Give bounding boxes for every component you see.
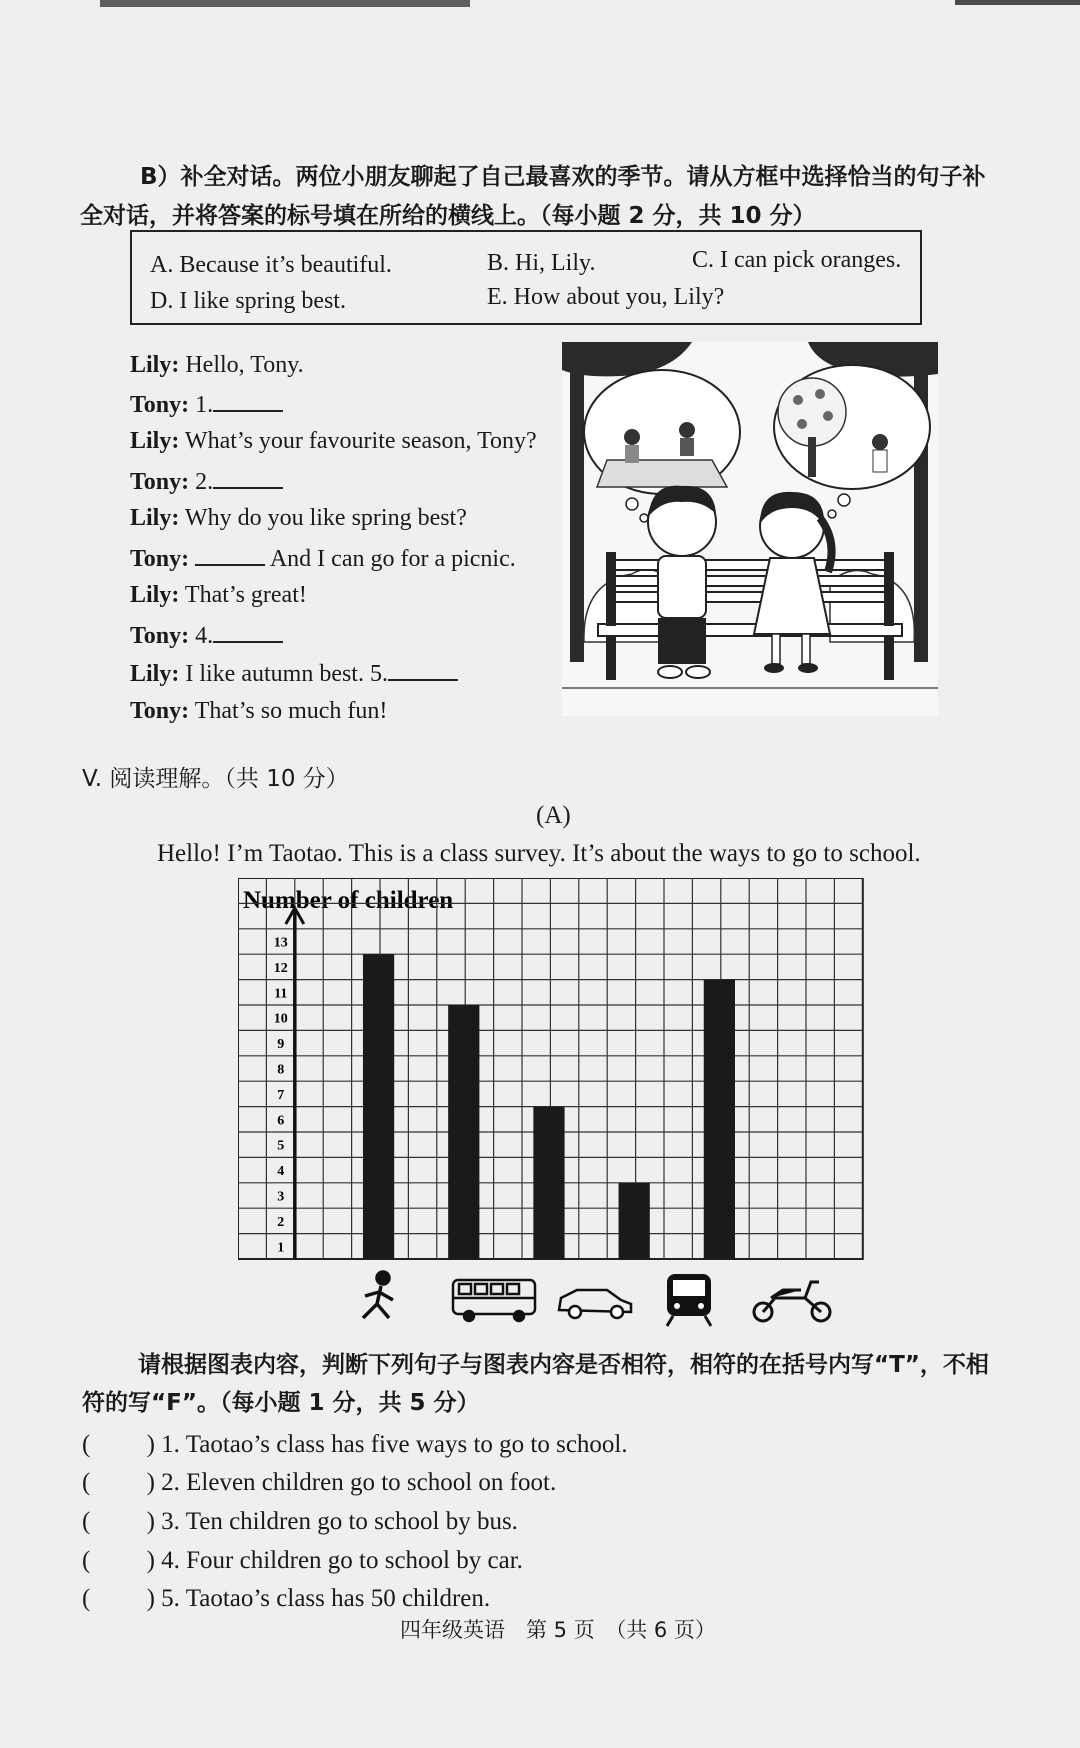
y-tick-label: 5 <box>277 1138 285 1154</box>
y-tick-label: 4 <box>277 1164 285 1180</box>
chart-title: Number of children <box>243 887 454 914</box>
bar-subway <box>619 1183 650 1259</box>
speaker: Lily: <box>130 352 180 378</box>
survey-bar-chart <box>238 878 864 1268</box>
speaker: Tony: <box>130 546 190 572</box>
dialogue-line <box>130 621 283 650</box>
y-tick-label: 9 <box>277 1037 285 1053</box>
statement-5: ( ) 5. Taotao’s class has 50 children. <box>82 1585 491 1612</box>
answer-blank-2[interactable] <box>213 467 283 489</box>
options-box <box>130 230 922 325</box>
option-c: C. I can pick oranges. <box>692 247 902 273</box>
walking-person-icon <box>363 1272 393 1318</box>
park-bench-illustration <box>562 342 938 716</box>
page-footer: 四年级英语 第 5 页 （共 6 页） <box>400 1618 716 1642</box>
utterance: What’s your favourite season, Tony? <box>184 428 537 454</box>
speaker: Tony: <box>130 623 190 649</box>
option-e: E. How about you, Lily? <box>487 284 725 310</box>
answer-blank-1[interactable] <box>213 390 283 412</box>
speaker: Lily: <box>130 505 180 531</box>
statement-3: ( ) 3. Ten children go to school by bus. <box>82 1508 518 1535</box>
y-tick-label: 7 <box>277 1087 285 1103</box>
option-b: B. Hi, Lily. <box>487 250 596 276</box>
utterance: That’s great! <box>184 582 307 608</box>
dialogue-line <box>130 698 387 725</box>
scan-shadow <box>100 0 470 7</box>
utterance: That’s so much fun! <box>194 698 388 724</box>
y-tick-label: 11 <box>274 986 288 1002</box>
y-tick-label: 12 <box>273 960 288 976</box>
dialogue-line <box>130 544 516 573</box>
judge-instruction-1: 请根据图表内容，判断下列句子与图表内容是否相符，相符的在括号内写“T”，不相 <box>138 1352 989 1378</box>
y-tick-label: 2 <box>277 1214 285 1230</box>
option-a: A. Because it’s beautiful. <box>150 252 392 278</box>
y-tick-label: 13 <box>273 935 288 951</box>
speaker: Tony: <box>130 392 190 418</box>
utterance: 2. <box>195 469 214 495</box>
bus-icon <box>453 1280 535 1321</box>
section-b-instruction-2: 全对话，并将答案的标号填在所给的横线上。（每小题 2 分，共 10 分） <box>80 203 816 229</box>
utterance: Why do you like spring best? <box>184 505 467 531</box>
y-axis-ticks <box>274 936 288 1256</box>
bar-car <box>533 1107 564 1259</box>
scan-top-edge <box>0 0 1080 14</box>
bar-bus <box>448 1005 479 1259</box>
scan-shadow <box>955 0 1080 5</box>
dialogue-line <box>130 659 458 688</box>
answer-blank-5[interactable] <box>388 659 458 681</box>
y-tick-label: 8 <box>277 1062 285 1078</box>
y-tick-label: 6 <box>277 1113 285 1129</box>
statement-1: ( ) 1. Taotao’s class has five ways to go to school. <box>82 1431 628 1458</box>
transport-icons-row <box>355 1268 875 1328</box>
bar-walk <box>363 954 394 1259</box>
car-icon <box>559 1290 631 1318</box>
speaker: Lily: <box>130 661 180 687</box>
dialogue-line <box>130 467 283 496</box>
dialogue-line <box>130 352 304 379</box>
utterance: 4. <box>195 623 214 649</box>
utterance: I like autumn best. 5. <box>185 661 388 687</box>
utterance: And I can go for a picnic. <box>269 546 516 572</box>
motorbike-icon <box>754 1282 830 1321</box>
boy-tony <box>648 486 716 678</box>
y-tick-label: 1 <box>277 1240 285 1256</box>
bar-motorbike <box>704 980 735 1259</box>
statement-4: ( ) 4. Four children go to school by car. <box>82 1547 523 1574</box>
statement-2: ( ) 2. Eleven children go to school on foot. <box>82 1469 557 1496</box>
answer-blank-3[interactable] <box>195 544 265 566</box>
section-v-heading: V. 阅读理解。（共 10 分） <box>82 766 349 792</box>
y-tick-label: 3 <box>277 1189 285 1205</box>
speaker: Tony: <box>130 469 190 495</box>
part-a-label: (A) <box>536 802 571 829</box>
subway-train-icon <box>667 1274 711 1326</box>
y-tick-label: 10 <box>273 1011 288 1027</box>
utterance: 1. <box>195 392 214 418</box>
survey-intro: Hello! I’m Taotao. This is a class survey. It’s about the ways to go to school. <box>157 840 921 867</box>
option-d: D. I like spring best. <box>150 288 346 314</box>
speaker: Lily: <box>130 582 180 608</box>
speaker: Tony: <box>130 698 190 724</box>
utterance: Hello, Tony. <box>185 352 304 378</box>
dialogue-line <box>130 428 537 455</box>
speaker: Lily: <box>130 428 180 454</box>
dialogue-line <box>130 582 307 609</box>
judge-instruction-2: 符的写“F”。（每小题 1 分，共 5 分） <box>82 1390 480 1416</box>
tree-trunk-left <box>570 362 584 662</box>
section-b-instruction-1: B）补全对话。两位小朋友聊起了自己最喜欢的季节。请从方框中选择恰当的句子补 <box>140 164 986 190</box>
answer-blank-4[interactable] <box>213 621 283 643</box>
dialogue-line <box>130 390 283 419</box>
dialogue-line <box>130 505 467 532</box>
